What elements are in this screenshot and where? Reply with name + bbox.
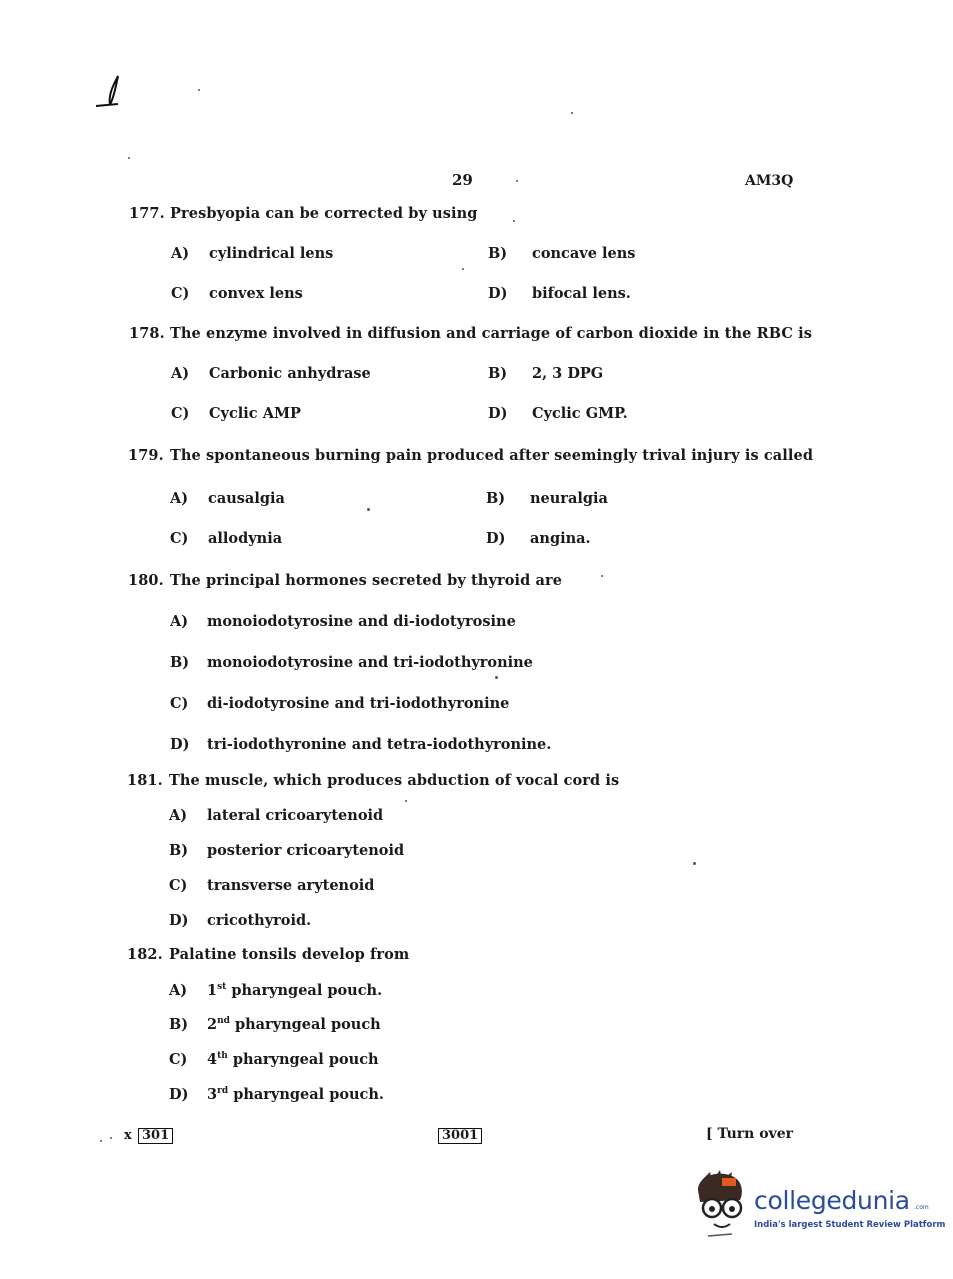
brand-name: collegedunia — [754, 1186, 910, 1215]
option-label: C) — [170, 695, 189, 712]
option-label: C) — [169, 1051, 188, 1068]
option-text: bifocal lens. — [532, 285, 631, 302]
option-label: C) — [171, 285, 190, 302]
option-text: Cyclic AMP — [209, 405, 301, 422]
footer-x-mark: x — [124, 1128, 132, 1143]
mascot-icon — [688, 1170, 750, 1242]
turn-over-label: [ Turn over — [706, 1126, 793, 1142]
option-text: Carbonic anhydrase — [209, 365, 371, 382]
option-label: D) — [169, 1086, 189, 1103]
option-label: C) — [169, 877, 188, 894]
option-text: Cyclic GMP. — [532, 405, 628, 422]
option-label: D) — [488, 285, 508, 302]
question-text: The principal hormones secreted by thyroid are — [170, 572, 563, 589]
option-text: transverse arytenoid — [207, 877, 375, 894]
option-text — [207, 982, 382, 999]
question-number: 178. — [129, 325, 165, 342]
question-text: The spontaneous burning pain produced after seemingly trival injury is called — [170, 447, 814, 464]
option-label: C) — [171, 405, 190, 422]
option-label: D) — [169, 912, 189, 929]
ordinal-number: 1 — [207, 982, 218, 999]
option-text: monoiodotyrosine and di-iodotyrosine — [207, 613, 516, 630]
option-text: di-iodotyrosine and tri-iodothyronine — [207, 695, 510, 712]
ordinal-suffix: th — [217, 1051, 228, 1061]
question-number: 177. — [129, 205, 165, 222]
option-text — [207, 1016, 381, 1033]
option-text: angina. — [530, 530, 591, 547]
ordinal-suffix: rd — [217, 1086, 229, 1096]
option-text: lateral cricoarytenoid — [207, 807, 384, 824]
option-text: allodynia — [208, 530, 283, 547]
option-label: B) — [170, 654, 190, 671]
option-label: B) — [169, 842, 189, 859]
ordinal-number: 4 — [207, 1051, 218, 1068]
option-label: D) — [486, 530, 506, 547]
option-label: B) — [488, 365, 508, 382]
question-text: Palatine tonsils develop from — [169, 946, 410, 963]
option-text-body: pharyngeal pouch. — [226, 982, 383, 999]
ordinal-suffix: st — [217, 982, 227, 992]
footer-center-code: 3001 — [438, 1128, 482, 1144]
option-label: A) — [171, 365, 190, 382]
handwritten-mark-icon — [88, 72, 128, 112]
option-text: cricothyroid. — [207, 912, 312, 929]
brand-suffix: .com — [914, 1204, 929, 1211]
option-label: D) — [488, 405, 508, 422]
option-label: A) — [171, 245, 190, 262]
ordinal-number: 2 — [207, 1016, 218, 1033]
question-number: 182. — [127, 946, 163, 963]
option-label: C) — [170, 530, 189, 547]
option-text: convex lens — [209, 285, 303, 302]
option-text: 2, 3 DPG — [532, 365, 604, 382]
option-text-body: pharyngeal pouch — [227, 1051, 379, 1068]
option-text: neuralgia — [530, 490, 608, 507]
brand-tagline: India's largest Student Review Platform — [754, 1220, 946, 1230]
ordinal-suffix: nd — [217, 1016, 230, 1026]
option-text: concave lens — [532, 245, 636, 262]
option-text — [207, 1051, 379, 1068]
question-number: 180. — [128, 572, 164, 589]
option-label: A) — [170, 613, 189, 630]
option-text-body: pharyngeal pouch — [229, 1016, 381, 1033]
ordinal-number: 3 — [207, 1086, 218, 1103]
question-text: The enzyme involved in diffusion and carriage of carbon dioxide in the RBC is — [170, 325, 813, 342]
paper-code: AM3Q — [745, 173, 794, 189]
question-number: 179. — [128, 447, 164, 464]
option-label: A) — [169, 982, 188, 999]
option-label: A) — [169, 807, 188, 824]
option-text: cylindrical lens — [209, 245, 334, 262]
option-text — [207, 1086, 384, 1103]
option-text: causalgia — [208, 490, 285, 507]
question-text: The muscle, which produces abduction of vocal cord is — [169, 772, 620, 789]
question-text: Presbyopia can be corrected by using — [170, 205, 478, 222]
option-text: tri-iodothyronine and tetra-iodothyronine. — [207, 736, 552, 753]
option-text: posterior cricoarytenoid — [207, 842, 405, 859]
option-label: B) — [488, 245, 508, 262]
option-label: A) — [170, 490, 189, 507]
option-label: B) — [486, 490, 506, 507]
option-label: B) — [169, 1016, 189, 1033]
question-number: 181. — [127, 772, 163, 789]
option-text-body: pharyngeal pouch. — [228, 1086, 384, 1103]
page-number: 29 — [452, 171, 473, 189]
option-label: D) — [170, 736, 190, 753]
option-text: monoiodotyrosine and tri-iodothyronine — [207, 654, 533, 671]
footer-left-code: 301 — [138, 1128, 173, 1144]
